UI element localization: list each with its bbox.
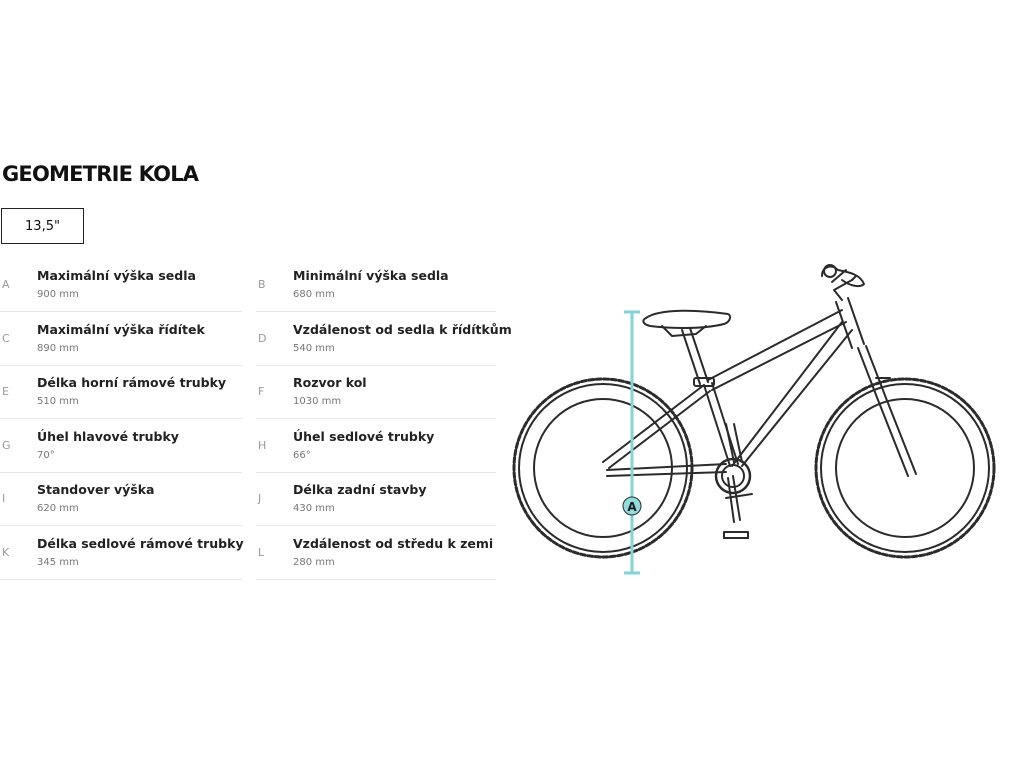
row-letter: A: [2, 278, 10, 291]
row-value: 900 mm: [37, 289, 79, 300]
measurement-marker-label: A: [627, 500, 637, 514]
geometry-row: [0, 259, 242, 312]
row-value: 890 mm: [37, 342, 79, 354]
row-letter: E: [2, 385, 9, 398]
row-label: Rozvor kol: [293, 375, 367, 390]
row-value: 70°: [37, 449, 55, 461]
row-label: Délka zadní stavby: [293, 482, 427, 497]
row-value: 66°: [293, 449, 311, 461]
row-value: 1030 mm: [293, 396, 342, 407]
row-label: Minimální výška sedla: [293, 268, 449, 283]
row-letter: J: [258, 492, 262, 505]
row-value: 510 mm: [37, 396, 79, 407]
row-letter: I: [2, 492, 6, 505]
geometry-row: [256, 420, 496, 473]
row-label: Maximální výška sedla: [37, 268, 196, 283]
geometry-row: [0, 473, 242, 526]
geometry-row: [256, 473, 496, 526]
row-label: Standover výška: [37, 482, 155, 497]
row-label: Úhel hlavové trubky: [37, 428, 179, 444]
row-letter: G: [2, 438, 11, 452]
row-value: 280 mm: [293, 556, 335, 568]
row-label: Vzdálenost od sedla k řídítkům: [293, 321, 512, 337]
row-label: Úhel sedlové trubky: [293, 428, 435, 444]
row-letter: K: [2, 545, 10, 559]
geometry-row: [0, 527, 242, 580]
geometry-row: [256, 527, 496, 580]
row-label: Délka horní rámové trubky: [37, 375, 227, 390]
geometry-row: [0, 313, 242, 366]
row-letter: L: [258, 545, 265, 559]
geometry-row: [256, 313, 512, 366]
bike-geometry-diagram: [508, 256, 1018, 586]
geometry-row: [0, 420, 242, 473]
bike-frame: [603, 265, 916, 538]
row-letter: H: [258, 438, 267, 452]
page-title: GEOMETRIE KOLA: [2, 162, 199, 186]
row-value: 540 mm: [293, 342, 335, 354]
row-label: Délka sedlové rámové trubky: [37, 535, 244, 551]
row-letter: B: [258, 278, 266, 291]
row-letter: C: [2, 331, 10, 345]
row-label: Vzdálenost od středu k zemi: [293, 535, 494, 551]
row-letter: F: [258, 385, 265, 398]
geometry-row: [256, 366, 496, 419]
geometry-row: [0, 366, 242, 419]
row-value: 620 mm: [37, 503, 79, 514]
row-value: 345 mm: [37, 556, 79, 568]
row-value: 680 mm: [293, 289, 335, 300]
row-label: Maximální výška řídítek: [37, 321, 205, 337]
row-value: 430 mm: [293, 503, 335, 514]
geometry-row: [256, 259, 496, 312]
row-letter: D: [258, 331, 267, 345]
size-selector-button[interactable]: 13,5": [1, 208, 84, 244]
